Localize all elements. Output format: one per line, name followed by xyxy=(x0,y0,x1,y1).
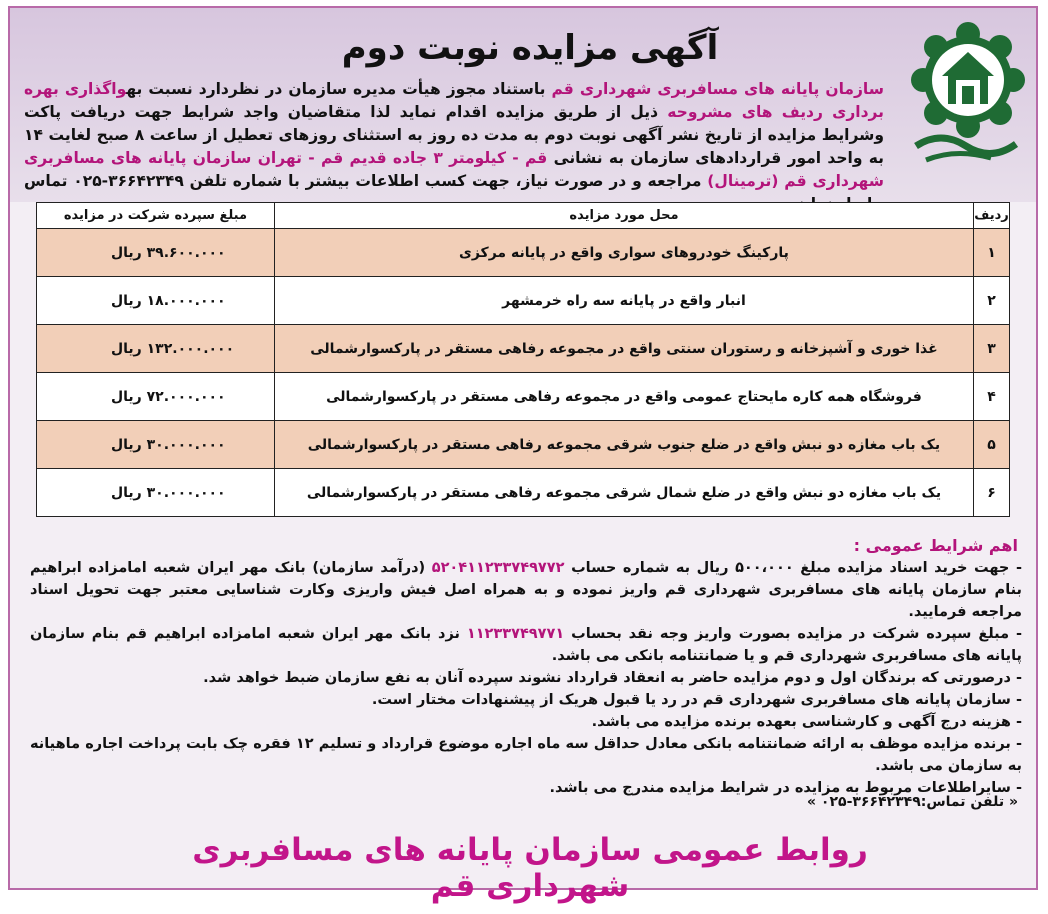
row-amount: ۷۲.۰۰۰.۰۰۰ ریال xyxy=(37,373,275,421)
condition-item xyxy=(30,623,1022,667)
row-number: ۳ xyxy=(974,325,1010,373)
row-amount: ۱۸.۰۰۰.۰۰۰ ریال xyxy=(37,277,275,325)
row-amount: ۳۰.۰۰۰.۰۰۰ ریال xyxy=(37,469,275,517)
row-description: یک باب مغازه دو نبش واقع در ضلع شمال شرقی مجموعه رفاهی مستقر در پارکسوارشمالی xyxy=(274,469,973,517)
row-description: یک باب مغازه دو نبش واقع در ضلع جنوب شرقی مجموعه رفاهی مستقر در پارکسوارشمالی xyxy=(274,421,973,469)
condition-text: برنده مزایده موظف به ارائه ضمانتنامه بانکی معادل حداقل سه ماه اجاره موضوع قرارداد و تسلیم ۱۲ فقره چک بابت پرداخت اجاره ماهیانه به سازمان می باشد. xyxy=(30,736,1022,774)
row-number: ۲ xyxy=(974,277,1010,325)
row-number: ۱ xyxy=(974,229,1010,277)
intro-paragraph xyxy=(24,78,884,216)
condition-item xyxy=(30,733,1022,777)
condition-text: مبلغ سپرده شرکت در مزایده بصورت واریز وجه نقد بحساب xyxy=(564,626,1010,642)
row-description: انبار واقع در پایانه سه راه خرمشهر xyxy=(274,277,973,325)
account-number: ۵۲۰۴۱۱۲۳۳۷۴۹۷۷۲ xyxy=(431,560,565,576)
ad-title: آگهی مزایده نوبت دوم xyxy=(341,28,719,68)
footer-signature: روابط عمومی سازمان پایانه های مسافربری شهرداری قم xyxy=(192,832,868,904)
row-amount: ۱۳۲.۰۰۰.۰۰۰ ریال xyxy=(37,325,275,373)
row-number: ۴ xyxy=(974,373,1010,421)
table-header-row xyxy=(37,203,1010,229)
row-description: پارکینگ خودروهای سواری واقع در پایانه مرکزی xyxy=(274,229,973,277)
row-number: ۶ xyxy=(974,469,1010,517)
condition-item xyxy=(30,711,1022,733)
header-location: محل مورد مزایده xyxy=(274,203,973,229)
conditions-list xyxy=(30,557,1022,799)
intro-text-1: باستناد مجوز هیأت مدیره سازمان در نظردارد نسبت به xyxy=(126,80,552,98)
row-number: ۵ xyxy=(974,421,1010,469)
row-description: فروشگاه همه کاره مایحتاج عمومی واقع در مجموعه رفاهی مستقر در پارکسوارشمالی xyxy=(274,373,973,421)
table-row xyxy=(37,277,1010,325)
condition-text: سایراطلاعات مربوط به مزایده در شرایط مزایده مندرج می باشد. xyxy=(549,780,1011,796)
intro-org: سازمان پایانه های مسافربری شهرداری قم xyxy=(551,80,884,98)
header-row-number: ردیف xyxy=(974,203,1010,229)
intro-subject: واگذاری بهره برداری ردیف های مشروحه xyxy=(24,80,884,121)
intro-text-3: مراجعه و در صورت نیاز، جهت کسب اطلاعات بیشتر با شماره تلفن ۳۶۶۴۲۳۴۹-۰۲۵ تماس xyxy=(24,172,702,190)
condition-item xyxy=(30,689,1022,711)
table-row xyxy=(37,325,1010,373)
account-number: ۱۱۲۳۳۷۴۹۷۷۱ xyxy=(466,626,565,642)
auction-items-table xyxy=(36,202,1010,517)
condition-text: نزد بانک مهر ایران شعبه امامزاده ابراهیم قم بنام سازمان پایانه های مسافربری شهرداری قم و یا ضمانتنامه بانکی می باشد. xyxy=(30,626,1022,664)
intro-text-2: ذیل از طریق مزایده اقدام نماید لذا متقاضیان واجد شرایط جهت دریافت پاکت وشرایط مزایده از تاریخ نشر آگهی نوبت دوم به مدت ده روز به استثنای روزهای تعطیل از ساعت ۸ صبح لغایت ۱۴ به واحد امور قراردادهای سازمان به نشانی xyxy=(24,103,884,167)
row-amount: ۳۹.۶۰۰.۰۰۰ ریال xyxy=(37,229,275,277)
row-description: غذا خوری و آشپزخانه و رستوران سنتی واقع در مجموعه رفاهی مستقر در پارکسوارشمالی xyxy=(274,325,973,373)
intro-address: قم - کیلومتر ۳ جاده قدیم قم - تهران سازمان پایانه های مسافربری شهرداری قم (ترمینال) xyxy=(24,149,884,190)
row-amount: ۳۰.۰۰۰.۰۰۰ ریال xyxy=(37,421,275,469)
header-deposit: مبلغ سپرده شرکت در مزایده xyxy=(37,203,275,229)
condition-text: سازمان پایانه های مسافربری شهرداری قم در رد یا قبول هریک از پیشنهادات مختار است. xyxy=(371,692,1011,708)
condition-text: جهت خرید اسناد مزایده مبلغ ۵۰۰،۰۰۰ ریال به شماره حساب xyxy=(564,560,1010,576)
table-row xyxy=(37,229,1010,277)
condition-item xyxy=(30,667,1022,689)
contact-phone: « تلفن تماس:۳۶۶۴۲۳۴۹-۰۲۵ » xyxy=(807,794,1018,810)
condition-item xyxy=(30,557,1022,623)
condition-text: هزینه درج آگهی و کارشناسی بعهده برنده مزایده می باشد. xyxy=(591,714,1011,730)
municipality-logo xyxy=(896,18,1036,168)
table-row xyxy=(37,421,1010,469)
conditions-title: اهم شرایط عمومی : xyxy=(853,536,1018,555)
table-row xyxy=(37,469,1010,517)
condition-text: (درآمد سازمان) بانک مهر ایران شعبه امامزاده ابراهیم بنام سازمان پایانه های مسافربری شهرداری قم واریز نموده و به همراه اصل فیش واریزی وکارت شناسایی معتبر جهت تحویل اسناد مراجعه فرمایید. xyxy=(30,560,1022,620)
table-row xyxy=(37,373,1010,421)
condition-text: درصورتی که برندگان اول و دوم مزایده حاضر به انعقاد قرارداد نشوند سپرده آنان به نفع سازمان ضبط خواهد شد. xyxy=(203,670,1011,686)
